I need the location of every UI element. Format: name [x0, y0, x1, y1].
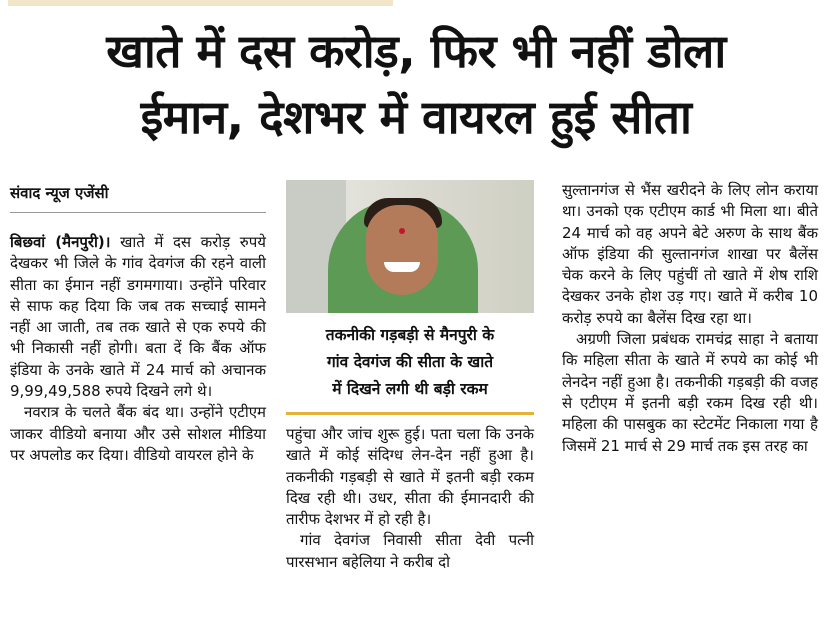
caption-divider [286, 412, 534, 415]
photo-smile [384, 262, 420, 272]
caption-line-3: में दिखने लगी थी बड़ी रकम [332, 380, 488, 398]
headline [0, 18, 832, 150]
paragraph-text: खाते में दस करोड़ रुपये देखकर भी जिले के गांव देवगंज की रहने वाली सीता का ईमान नहीं डगमगाया। उन्होंने परिवार से साफ कह दिया कि जब तक सच्चाई सामने नहीं आ जाती, तब तक खाते से एक रुपये की भी निकासी नहीं होगी। बता दें कि बैंक ऑफ इंडिया के उनके खाते में 24 मार्च को अचानक 9,99,49,588 रुपये दिखने लगे थे। [10, 233, 266, 401]
article-column-1 [10, 232, 266, 466]
caption-line-2: गांव देवगंज की सीता के खाते [326, 353, 494, 371]
news-photo [286, 180, 534, 313]
article-column-2 [286, 424, 534, 573]
byline-divider [10, 212, 266, 213]
caption-line-1: तकनीकी गड़बड़ी से मैनपुरी के [325, 326, 495, 344]
paragraph [10, 232, 266, 402]
paragraph: गांव देवगंज निवासी सीता देवी पत्नी पारसभान बहेलिया ने करीब दो [286, 531, 534, 571]
paragraph: सुल्तानगंज से भैंस खरीदने के लिए लोन कराया था। उनको एक एटीएम कार्ड भी मिला था। बीते 24 मार्च को वह अपने बेटे अरुण के साथ बैंक ऑफ इंडिया की सुल्तानगंज शाखा पर बैलेंस चेक करने के लिए पहुंचीं तो खाते में शेष राशि देखकर उनके होश उड़ गए। खाते में करीब 10 करोड़ रुपये का बैलेंस दिख रहा था। [562, 181, 818, 327]
top-color-strip [8, 0, 393, 6]
article-column-3 [562, 180, 818, 457]
headline-line-1: खाते में दस करोड़, फिर भी नहीं डोला [106, 24, 726, 78]
byline: संवाद न्यूज एजेंसी [10, 184, 109, 202]
paragraph: नवरात्र के चलते बैंक बंद था। उन्होंने एटीएम जाकर वीडियो बनाया और उसे सोशल मीडिया पर अपलोड कर दिया। वीडियो वायरल होने के [10, 403, 266, 464]
dateline: बिछवां (मैनपुरी)। [10, 233, 111, 251]
paragraph: अग्रणी जिला प्रबंधक रामचंद्र साहा ने बताया कि महिला सीता के खाते में रुपये का कोई भी लेनदेन नहीं हुआ है। तकनीकी गड़बड़ी की वजह से एटीएम में इतनी बड़ी रकम दिख रही थी। महिला की पासबुक का स्टेटमेंट निकाला गया है जिसमें 21 मार्च से 29 मार्च तक इस तरह का [562, 330, 818, 455]
photo-face [366, 205, 438, 295]
headline-line-2: ईमान, देशभर में वायरल हुई सीता [140, 90, 692, 144]
photo-caption [286, 322, 534, 403]
photo-bindi [399, 228, 405, 234]
paragraph: पहुंचा और जांच शुरू हुई। पता चला कि उनके खाते में कोई संदिग्ध लेन-देन नहीं हुआ है। तकनीकी गड़बड़ी से खाते में इतनी बड़ी रकम दिख रही थी। उधर, सीता की ईमानदारी की तारीफ देशभर में हो रही है। [286, 425, 534, 529]
